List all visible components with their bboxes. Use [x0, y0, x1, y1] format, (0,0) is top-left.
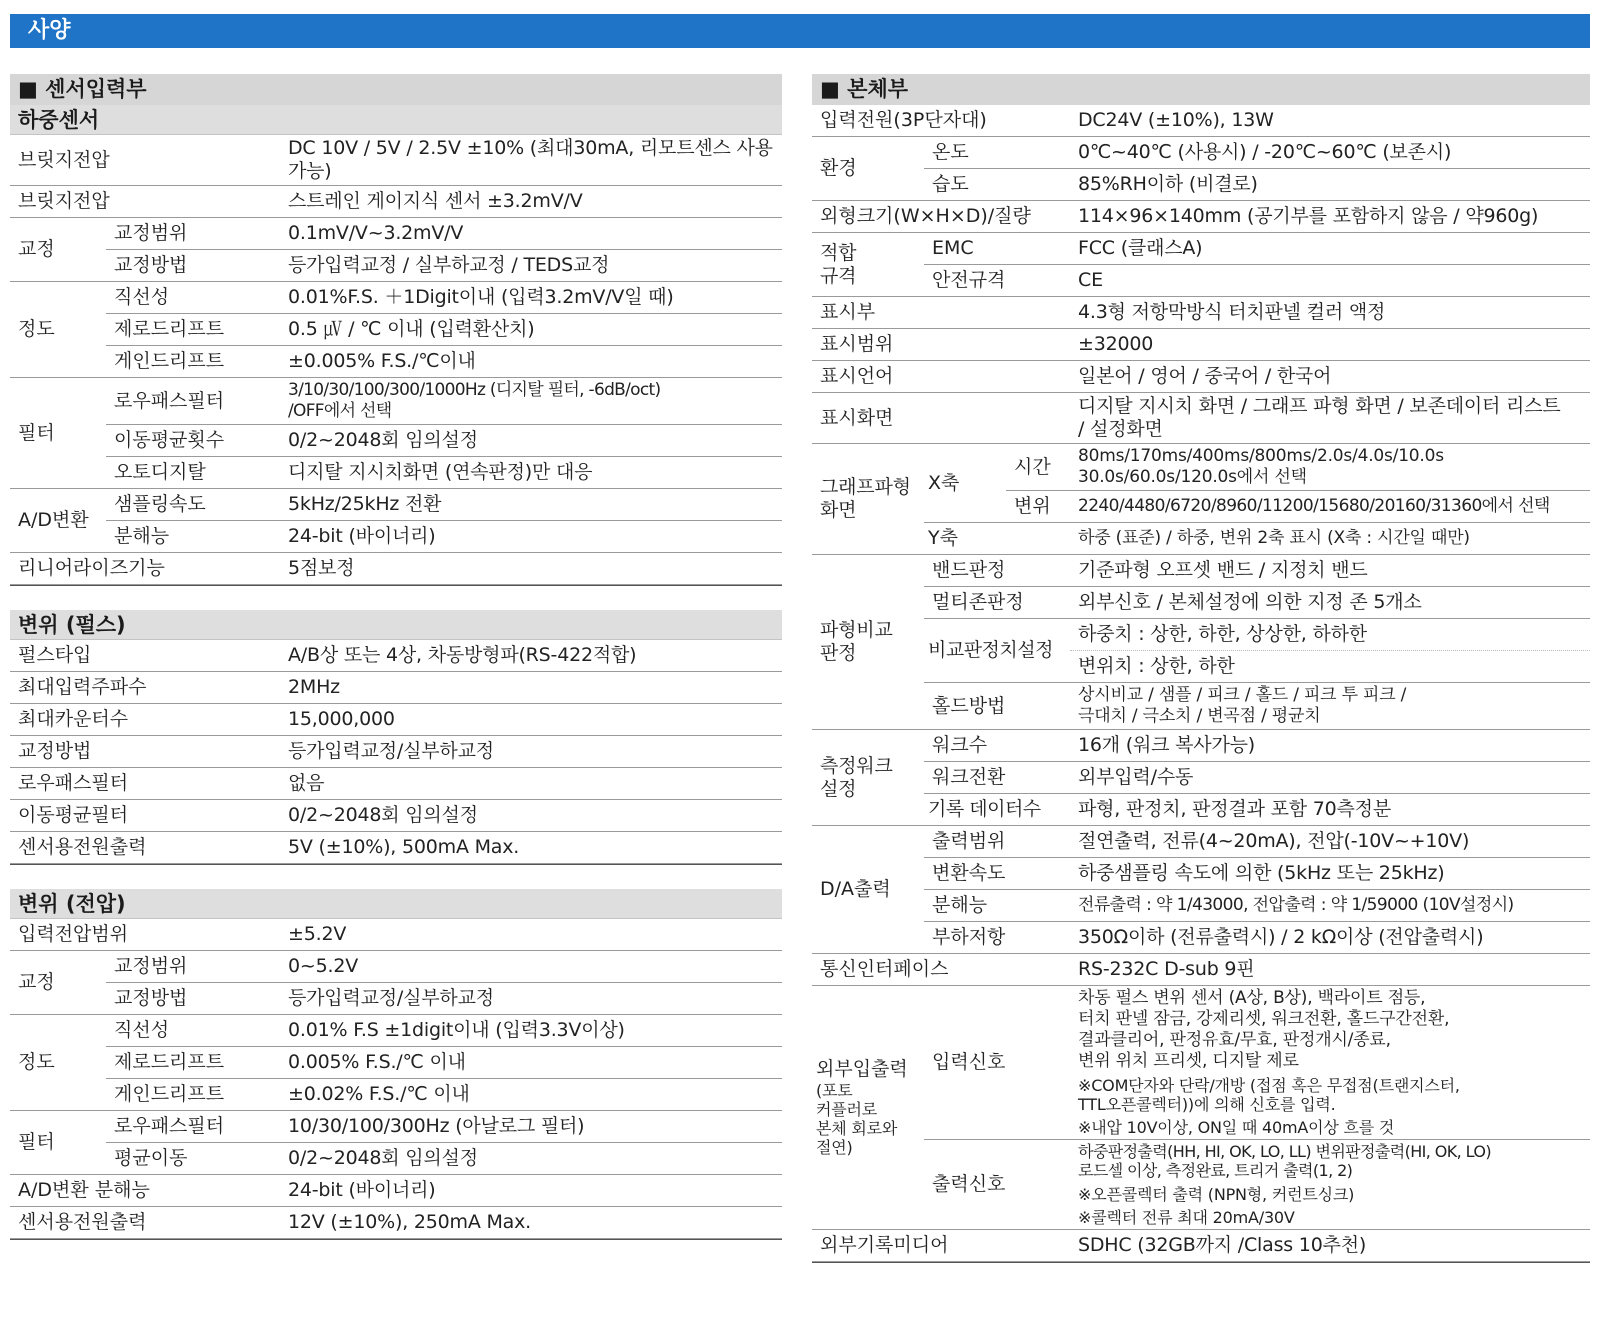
row-label-work-count: 워크수: [924, 730, 1070, 762]
group-label: A/D변환: [10, 489, 106, 553]
row-label: 분해능: [106, 521, 280, 553]
group-label: 교정: [10, 218, 106, 282]
row-value-language: 일본어 / 영어 / 중국어 / 한국어: [1070, 361, 1590, 393]
group-label-graph: 그래프파형 화면: [812, 444, 924, 555]
row-value-input-signal: 차동 펄스 변위 센서 (A상, B상), 백라이트 점등, 터치 판넬 잠금, 강제리셋, 워크전환, 홀드구간전환, 결과클리어, 판정유효/무효, 판정개시/종료, 변위 위치 프리셋, 디지탈 제로: [1078, 988, 1450, 1071]
row-value-screen: 디지탈 지시치 화면 / 그래프 파형 화면 / 보존데이터 리스트 / 설정화면: [1070, 393, 1590, 444]
row-value: ±0.005% F.S./℃이내: [280, 346, 782, 378]
row-value-compare-load: 하중치 : 상한, 하한, 상상한, 하하한: [1070, 619, 1590, 651]
row-value: 12V (±10%), 250mA Max.: [280, 1207, 782, 1239]
row-value: 5kHz/25kHz 전환: [280, 489, 782, 521]
row-value: 5V (±10%), 500mA Max.: [280, 832, 782, 864]
row-value: 0.01%F.S. ＋1Digit이내 (입력3.2mV/V일 때): [280, 282, 782, 314]
sensor-input-column: [10, 74, 782, 1240]
row-value: 24-bit (바이너리): [280, 521, 782, 553]
row-label: 센서용전원출력: [10, 832, 280, 864]
row-label-power: 입력전원(3P단자대): [812, 105, 1070, 137]
row-value-media: SDHC (32GB까지 /Class 10추천): [1070, 1230, 1590, 1262]
spec-table-voltage: [10, 919, 782, 1240]
row-value-safety: CE: [1070, 265, 1590, 297]
row-value-output-signal: 하중판정출력(HH, HI, OK, LO, LL) 변위판정출력(HI, OK, LO) 로드셀 이상, 측정완료, 트리거 출력(1, 2): [1078, 1142, 1491, 1180]
row-value: 등가입력교정 / 실부하교정 / TEDS교정: [280, 250, 782, 282]
row-label: 리니어라이즈기능: [10, 553, 280, 585]
row-value: A/B상 또는 4상, 차동방형파(RS-422적합): [280, 640, 782, 672]
row-label-band: 밴드판정: [924, 555, 1070, 587]
row-label: 브릿지전압: [10, 135, 280, 186]
row-label-compare: 비교판정치설정: [924, 619, 1070, 683]
row-label: 교정범위: [106, 218, 280, 250]
section-heading-body: ■ 본체부: [812, 74, 1590, 105]
row-label-da-res: 분해능: [924, 890, 1070, 922]
row-label: 제로드리프트: [106, 1047, 280, 1079]
row-label-time: 시간: [1006, 444, 1070, 491]
io-group-note: (포토 커플러로 본체 회로와 절연): [816, 1081, 898, 1157]
row-label: 교정방법: [106, 983, 280, 1015]
row-label: 로우패스필터: [10, 768, 280, 800]
row-label-work-switch: 워크전환: [924, 762, 1070, 794]
subheading-load-sensor: 하중센서: [10, 105, 782, 135]
row-value-da-load: 350Ω이하 (전류출력시) / 2 kΩ이상 (전압출력시): [1070, 922, 1590, 954]
row-label-language: 표시언어: [812, 361, 1070, 393]
row-label-displacement: 변위: [1006, 491, 1070, 523]
row-label: 브릿지전압: [10, 186, 280, 218]
row-value: 0~5.2V: [280, 951, 782, 983]
group-label: 정도: [10, 282, 106, 378]
row-label-media: 외부기록미디어: [812, 1230, 1070, 1262]
row-label-da-range: 출력범위: [924, 826, 1070, 858]
row-label: 교정범위: [106, 951, 280, 983]
row-label-screen: 표시화면: [812, 393, 1070, 444]
row-value: 없음: [280, 768, 782, 800]
group-label: 정도: [10, 1015, 106, 1111]
group-label-da: D/A출력: [812, 826, 924, 954]
row-value-humidity: 85%RH이하 (비결로): [1070, 169, 1590, 201]
row-value-range: ±32000: [1070, 329, 1590, 361]
row-value-yaxis: 하중 (표준) / 하중, 변위 2축 표시 (X축 : 시간일 때만): [1070, 523, 1590, 555]
row-value-work-count: 16개 (워크 복사가능): [1070, 730, 1590, 762]
row-value-compare-disp: 변위치 : 상한, 하한: [1070, 651, 1590, 683]
row-label: 로우패스필터: [106, 1111, 280, 1143]
row-label-comm: 통신인터페이스: [812, 954, 1070, 986]
row-label: 직선성: [106, 282, 280, 314]
row-value-displacement: 2240/4480/6720/8960/11200/15680/20160/31360에서 선택: [1070, 491, 1590, 523]
row-value-temp: 0℃~40℃ (사용시) / -20℃~60℃ (보존시): [1070, 137, 1590, 169]
row-value: 0/2~2048회 임의설정: [280, 800, 782, 832]
row-label: 샘플링속도: [106, 489, 280, 521]
row-label-size: 외형크기(W×H×D)/질량: [812, 201, 1070, 233]
row-label-yaxis: Y축: [924, 523, 1070, 555]
row-value: ±0.02% F.S./℃ 이내: [280, 1079, 782, 1111]
row-value-emc: FCC (클래스A): [1070, 233, 1590, 265]
row-label: 최대입력주파수: [10, 672, 280, 704]
row-value-display: 4.3형 저항막방식 터치판넬 컬러 액정: [1070, 297, 1590, 329]
group-label: 필터: [10, 1111, 106, 1175]
row-label-da-speed: 변환속도: [924, 858, 1070, 890]
section-heading-sensor: ■ 센서입력부: [10, 74, 782, 105]
row-label: A/D변환 분해능: [10, 1175, 280, 1207]
row-value: 스트레인 게이지식 센서 ±3.2mV/V: [280, 186, 782, 218]
row-label: 펄스타입: [10, 640, 280, 672]
group-label-standard: 적합 규격: [812, 233, 924, 297]
row-value: DC 10V / 5V / 2.5V ±10% (최대30mA, 리모트센스 사용가능): [280, 135, 782, 186]
group-label-env: 환경: [812, 137, 924, 201]
row-label-record: 기록 데이터수: [924, 794, 1070, 826]
row-label-range: 표시범위: [812, 329, 1070, 361]
row-value: 2MHz: [280, 672, 782, 704]
row-label: 이동평균필터: [10, 800, 280, 832]
row-label: 제로드리프트: [106, 314, 280, 346]
row-label: 직선성: [106, 1015, 280, 1047]
row-label: 오토디지탈: [106, 457, 280, 489]
row-value: 등가입력교정/실부하교정: [280, 736, 782, 768]
page-title: 사양: [28, 18, 71, 43]
spec-table-body: [812, 105, 1590, 1263]
row-value: 3/10/30/100/300/1000Hz (디지탈 필터, -6dB/oct) /OFF에서 선택: [280, 378, 782, 425]
row-value: 등가입력교정/실부하교정: [280, 983, 782, 1015]
row-value: 15,000,000: [280, 704, 782, 736]
row-value-output-note2: ※콜렉터 전류 최대 20mA/30V: [1070, 1206, 1590, 1230]
row-value-power: DC24V (±10%), 13W: [1070, 105, 1590, 137]
row-label-humidity: 습도: [924, 169, 1070, 201]
row-label-multizone: 멀티존판정: [924, 587, 1070, 619]
row-value-input-note2: ※내압 10V이상, ON일 때 40mA이상 흐를 것: [1070, 1116, 1590, 1140]
row-value: 24-bit (바이너리): [280, 1175, 782, 1207]
row-value-work-switch: 외부입력/수동: [1070, 762, 1590, 794]
row-label: 로우패스필터: [106, 378, 280, 425]
group-label: 교정: [10, 951, 106, 1015]
io-group-title: 외부입출력: [816, 1058, 908, 1080]
row-value: 10/30/100/300Hz (아날로그 필터): [280, 1111, 782, 1143]
row-label: 게인드리프트: [106, 1079, 280, 1111]
row-label-xaxis: X축: [924, 444, 1006, 523]
spec-table-pulse: [10, 640, 782, 865]
group-label-wave: 파형비교 판정: [812, 555, 924, 730]
spec-table-load-sensor: [10, 135, 782, 586]
row-value-comm: RS-232C D-sub 9핀: [1070, 954, 1590, 986]
row-value-da-speed: 하중샘플링 속도에 의한 (5kHz 또는 25kHz): [1070, 858, 1590, 890]
row-value-time: 80ms/170ms/400ms/800ms/2.0s/4.0s/10.0s 30.0s/60.0s/120.0s에서 선택: [1070, 444, 1590, 491]
row-label: 이동평균횟수: [106, 425, 280, 457]
row-value-hold: 상시비교 / 샘플 / 피크 / 홀드 / 피크 투 피크 / 극대치 / 극소치 / 변곡점 / 평균치: [1070, 683, 1590, 730]
row-value-size: 114×96×140mm (공기부를 포함하지 않음 / 약960g): [1070, 201, 1590, 233]
row-label: 교정방법: [10, 736, 280, 768]
row-label-emc: EMC: [924, 233, 1070, 265]
subheading-pulse: 변위 (펄스): [10, 610, 782, 640]
main-body-column: [812, 74, 1590, 1263]
row-value-record: 파형, 판정치, 판정결과 포함 70측정분: [1070, 794, 1590, 826]
title-bar: [10, 14, 1590, 48]
row-label-hold: 홀드방법: [924, 683, 1070, 730]
group-label-work: 측정워크 설정: [812, 730, 924, 826]
row-label: 센서용전원출력: [10, 1207, 280, 1239]
row-value-multizone: 외부신호 / 본체설정에 의한 지정 존 5개소: [1070, 587, 1590, 619]
row-value-da-res: 전류출력 : 약 1/43000, 전압출력 : 약 1/59000 (10V설정시): [1070, 890, 1590, 922]
subheading-voltage: 변위 (전압): [10, 889, 782, 919]
row-label-display: 표시부: [812, 297, 1070, 329]
row-value-band: 기준파형 오프셋 밴드 / 지정치 밴드: [1070, 555, 1590, 587]
row-value: 0.01% F.S ±1digit이내 (입력3.3V이상): [280, 1015, 782, 1047]
row-value: 0.005% F.S./℃ 이내: [280, 1047, 782, 1079]
row-label: 평균이동: [106, 1143, 280, 1175]
row-value: 0/2~2048회 임의설정: [280, 425, 782, 457]
row-value-input-note1: ※COM단자와 단락/개방 (접점 혹은 무접점(트랜지스터, TTL오픈콜렉터))에 의해 신호를 입력.: [1078, 1076, 1460, 1114]
row-label-da-load: 부하저항: [924, 922, 1070, 954]
row-value: 0.5 ㎶ / ℃ 이내 (입력환산치): [280, 314, 782, 346]
row-label: 최대카운터수: [10, 704, 280, 736]
row-label-input-signal: 입력신호: [924, 986, 1070, 1140]
row-value: 0.1mV/V~3.2mV/V: [280, 218, 782, 250]
row-label-safety: 안전규격: [924, 265, 1070, 297]
row-value: 5점보정: [280, 553, 782, 585]
group-label: 필터: [10, 378, 106, 489]
row-label-temp: 온도: [924, 137, 1070, 169]
row-label: 입력전압범위: [10, 919, 280, 951]
row-value-output-note1: ※오픈콜렉터 출력 (NPN형, 커런트싱크): [1078, 1184, 1355, 1204]
row-value-da-range: 절연출력, 전류(4~20mA), 전압(-10V~+10V): [1070, 826, 1590, 858]
row-label: 게인드리프트: [106, 346, 280, 378]
row-label-output-signal: 출력신호: [924, 1140, 1070, 1230]
row-value: 0/2~2048회 임의설정: [280, 1143, 782, 1175]
row-value: ±5.2V: [280, 919, 782, 951]
row-label: 교정방법: [106, 250, 280, 282]
row-value: 디지탈 지시치화면 (연속판정)만 대응: [280, 457, 782, 489]
group-label-io: [812, 986, 924, 1230]
